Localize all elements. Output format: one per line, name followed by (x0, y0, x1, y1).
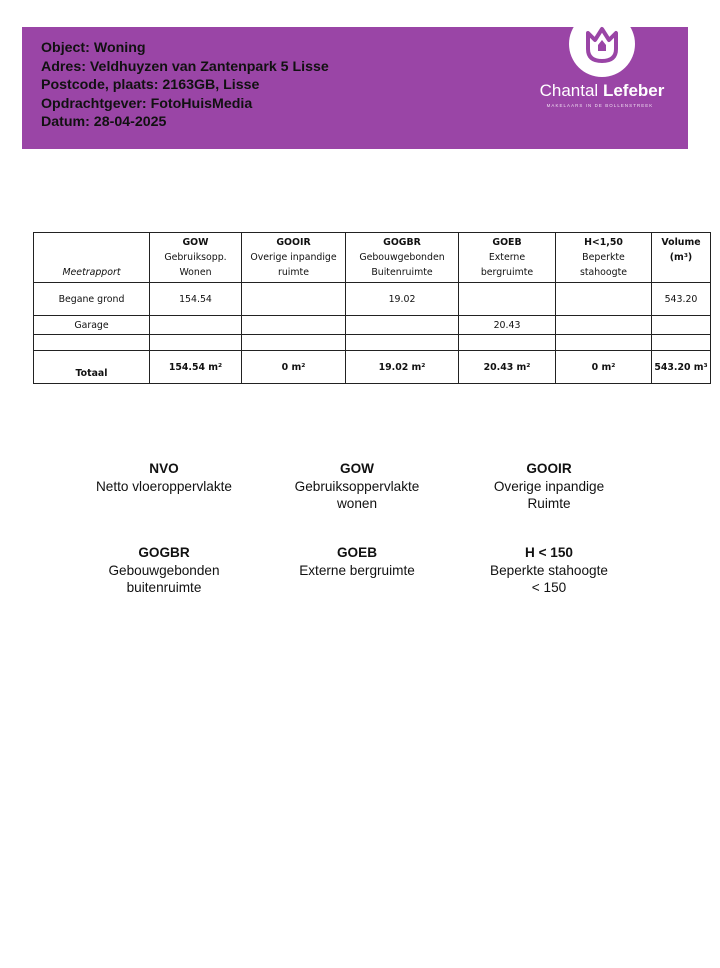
legend-abbr: GOEB (336, 545, 378, 560)
legend-item-goeb (257, 544, 457, 579)
total-cell: 20.43 m² (459, 351, 556, 384)
table-cell (346, 335, 459, 351)
row-label: Garage (34, 316, 150, 335)
legend-desc: Overige inpandige (493, 478, 605, 494)
legend-item-gow (257, 460, 457, 513)
date-line: Datum: 28-04-2025 (41, 114, 167, 130)
brand-last-name: Lefeber (602, 81, 665, 100)
legend-item-h150 (449, 544, 649, 597)
table-header-row (34, 233, 711, 283)
table-cell (556, 316, 652, 335)
total-label: Totaal (34, 351, 150, 384)
brand-tagline: MAKELAARS IN DE BOLLENSTREEK (546, 103, 654, 108)
table-cell: 19.02 (346, 283, 459, 316)
table-row (34, 283, 711, 316)
column-header: GOEB Externe bergruimte (459, 233, 556, 283)
table-row (34, 335, 711, 351)
column-header: Volume (m³) (652, 233, 711, 283)
object-line: Object: Woning (41, 40, 146, 56)
column-header: GOGBR Gebouwgebonden Buitenruimte (346, 233, 459, 283)
legend-desc: Beperkte stahoogte (490, 562, 608, 578)
table-cell: 20.43 (459, 316, 556, 335)
table-row (34, 316, 711, 335)
row-label: Begane grond (34, 283, 150, 316)
brand-first-name: Chantal (539, 81, 599, 100)
table-cell (242, 335, 346, 351)
table-cell: 154.54 (150, 283, 242, 316)
legend-abbr: GOGBR (138, 545, 190, 560)
table-cell (242, 316, 346, 335)
tulip-logo-icon (569, 11, 635, 77)
legend-item-gogbr (64, 544, 264, 597)
legend-desc: Externe bergruimte (299, 562, 415, 578)
legend-item-gooir (449, 460, 649, 513)
postcode-line: Postcode, plaats: 2163GB, Lisse (41, 77, 260, 93)
table-cell: 543.20 (652, 283, 711, 316)
table-cell (652, 335, 711, 351)
total-cell: 154.54 m² (150, 351, 242, 384)
legend-item-nvo (64, 460, 264, 495)
table-cell (459, 283, 556, 316)
legend-desc: Gebouwgebonden (108, 562, 220, 578)
table-cell (150, 316, 242, 335)
total-cell: 0 m² (242, 351, 346, 384)
legend-abbr: GOOIR (526, 461, 572, 476)
table-cell (242, 283, 346, 316)
legend-desc: Netto vloeroppervlakte (95, 478, 232, 494)
legend-abbr: NVO (149, 461, 179, 476)
table-cell (556, 335, 652, 351)
client-line: Opdrachtgever: FotoHuisMedia (41, 95, 253, 112)
legend-desc: wonen (336, 496, 378, 511)
table-cell (150, 335, 242, 351)
legend-desc: Gebruiksoppervlakte (294, 478, 420, 494)
legend-abbr: H < 150 (525, 545, 573, 560)
legend-desc: < 150 (531, 580, 567, 595)
total-row (34, 351, 711, 384)
total-cell: 0 m² (556, 351, 652, 384)
brand-name (517, 81, 687, 101)
table-corner-label: Meetrapport (34, 233, 150, 283)
legend-abbr: GOW (340, 461, 374, 476)
address-line: Adres: Veldhuyzen van Zantenpark 5 Lisse (41, 58, 329, 75)
column-header: GOOIR Overige inpandige ruimte (242, 233, 346, 283)
table-cell (652, 316, 711, 335)
total-cell: 543.20 m³ (652, 351, 711, 384)
table-cell (459, 335, 556, 351)
table-cell (556, 283, 652, 316)
legend-desc: Ruimte (527, 496, 571, 511)
legend-desc: buitenruimte (126, 580, 202, 595)
column-header: GOW Gebruiksopp. Wonen (150, 233, 242, 283)
measurement-table (33, 232, 711, 384)
row-label (34, 335, 150, 351)
total-cell: 19.02 m² (346, 351, 459, 384)
column-header: H<1,50 Beperkte stahoogte (556, 233, 652, 283)
table-cell (346, 316, 459, 335)
